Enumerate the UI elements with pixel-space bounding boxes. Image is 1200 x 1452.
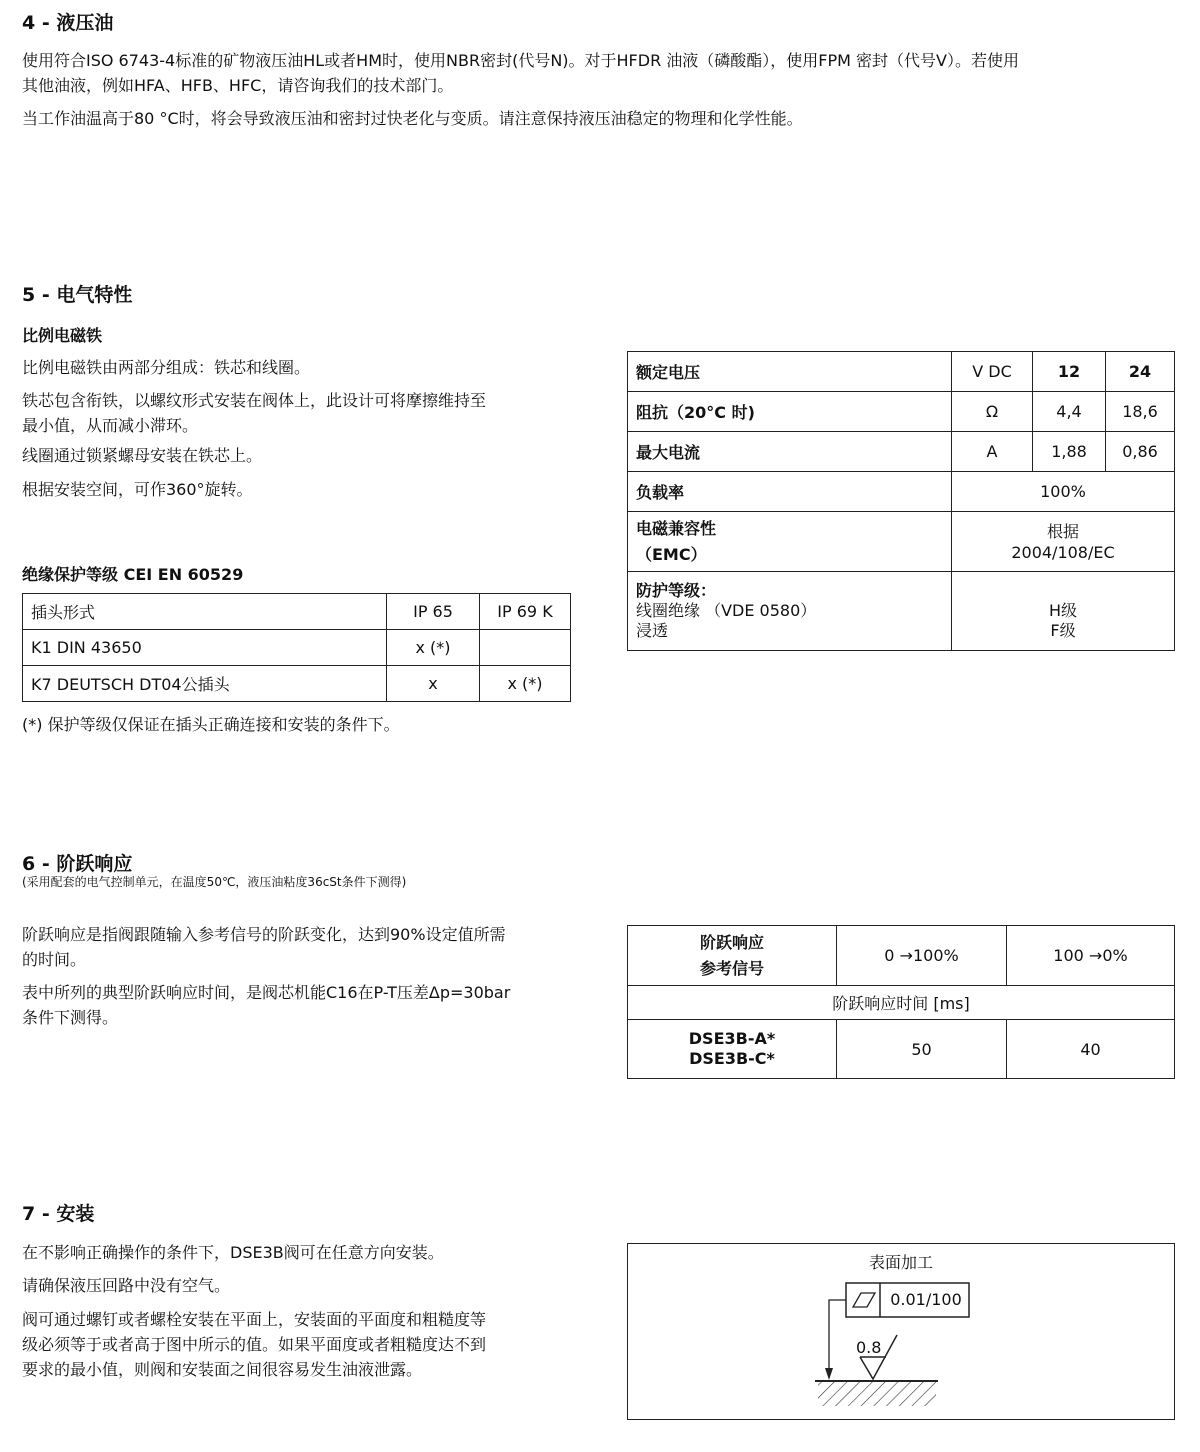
- table-cell: K7 DEUTSCH DT04公插头: [23, 666, 387, 702]
- table-row: [628, 472, 1175, 512]
- section-6-paragraph-2: 表中所列的典型阶跃响应时间，是阀芯机能C16在P-T压差Δp=30bar 条件下测得。: [22, 983, 511, 1027]
- table-cell: 阻抗（20°C 时): [628, 392, 952, 432]
- section-7-paragraph-2: 请确保液压回路中没有空气。: [22, 1276, 231, 1295]
- surface-hatch: [818, 1382, 936, 1406]
- table-cell: 电磁兼容性 （EMC）: [628, 512, 952, 572]
- table-cell: K1 DIN 43650: [23, 630, 387, 666]
- section-5-paragraph-3: 线圈通过锁紧螺母安装在铁芯上。: [22, 446, 263, 465]
- arrow-down-icon: [825, 1368, 833, 1380]
- table-cell: Ω: [952, 392, 1033, 432]
- table-cell: DSE3B-A* DSE3B-C*: [628, 1020, 837, 1079]
- roughness-value: 0.8: [856, 1338, 882, 1357]
- table-row: [628, 986, 1175, 1020]
- table-cell: 0,86: [1106, 432, 1175, 472]
- surface-finish-title: 表面加工: [868, 1253, 933, 1272]
- table-row: [628, 926, 1175, 986]
- table-cell: 插头形式: [23, 594, 387, 630]
- section-4-paragraph-1: 使用符合ISO 6743-4标准的矿物液压油HL或者HM时，使用NBR密封(代号N)。对于HFDR 油液（磷酸酯），使用FPM 密封（代号V）。若使用 其他油液，例如HFA、HFB、HFC，请咨询我们的技术部门。: [22, 51, 1019, 95]
- table-cell: 额定电压: [628, 352, 952, 392]
- table-cell: [480, 630, 571, 666]
- table-cell: IP 69 K: [480, 594, 571, 630]
- table-cell: 100 →0%: [1007, 926, 1175, 986]
- section-5-paragraph-1: 比例电磁铁由两部分组成：铁芯和线圈。: [22, 358, 311, 377]
- table-cell: 0 →100%: [837, 926, 1007, 986]
- table-cell: 50: [837, 1020, 1007, 1079]
- section-5-subtitle: 比例电磁铁: [22, 326, 103, 345]
- section-4-title: 4 - 液压油: [22, 12, 114, 34]
- table-cell: 最大电流: [628, 432, 952, 472]
- section-6-subtitle: (采用配套的电气控制单元，在温度50℃，液压油粘度36cSt条件下测得): [22, 875, 407, 889]
- table-cell: 阶跃响应时间 [ms]: [628, 986, 1175, 1020]
- section-5-paragraph-4: 根据安装空间，可作360°旋转。: [22, 480, 253, 499]
- ip-footnote: (*) 保护等级仅保证在插头正确连接和安装的条件下。: [22, 715, 400, 734]
- table-cell: x (*): [480, 666, 571, 702]
- section-7-paragraph-3: 阀可通过螺钉或者螺栓安装在平面上，安装面的平面度和粗糙度等 级必须等于或者高于图中所示的值。如果平面度或者粗糙度达不到 要求的最小值，则阀和安装面之间很容易发生油液泄露。: [22, 1310, 487, 1379]
- table-row: [23, 666, 571, 702]
- section-4-paragraph-2: 当工作油温高于80 °C时，将会导致液压油和密封过快老化与变质。请注意保持液压油稳定的物理和化学性能。: [22, 109, 803, 128]
- surface-finish-figure: [627, 1243, 1175, 1420]
- table-cell: A: [952, 432, 1033, 472]
- section-7-paragraph-1: 在不影响正确操作的条件下，DSE3B阀可在任意方向安装。: [22, 1243, 444, 1262]
- table-cell: IP 65: [387, 594, 480, 630]
- table-cell: x (*): [387, 630, 480, 666]
- flatness-value: 0.01/100: [890, 1290, 962, 1309]
- electrical-table: [627, 351, 1175, 651]
- flatness-symbol-icon: [853, 1293, 875, 1307]
- table-cell: 40: [1007, 1020, 1175, 1079]
- table-row: [628, 432, 1175, 472]
- surface-finish-drawing: [628, 1244, 1174, 1419]
- table-row: [628, 352, 1175, 392]
- section-6-paragraph-1: 阶跃响应是指阀跟随输入参考信号的阶跃变化，达到90%设定值所需 的时间。: [22, 925, 506, 969]
- section-5-title: 5 - 电气特性: [22, 284, 133, 306]
- table-cell: 12: [1033, 352, 1106, 392]
- table-cell: 1,88: [1033, 432, 1106, 472]
- section-6-title: 6 - 阶跃响应: [22, 853, 133, 875]
- table-cell: 24: [1106, 352, 1175, 392]
- table-row: [23, 594, 571, 630]
- table-cell: 18,6: [1106, 392, 1175, 432]
- table-cell: x: [387, 666, 480, 702]
- table-cell: 100%: [952, 472, 1175, 512]
- section-5-paragraph-2: 铁芯包含衔铁，以螺纹形式安装在阀体上，此设计可将摩擦维持至 最小值，从而减小滞环。: [22, 391, 487, 435]
- table-row: [628, 1020, 1175, 1079]
- table-cell: 阶跃响应 参考信号: [628, 926, 837, 986]
- table-row: [628, 512, 1175, 572]
- table-row: [628, 392, 1175, 432]
- step-response-table: [627, 925, 1175, 1079]
- table-cell: 根据 2004/108/EC: [952, 512, 1175, 572]
- table-cell: H级 F级: [952, 572, 1175, 651]
- table-row: [628, 572, 1175, 651]
- table-cell: 4,4: [1033, 392, 1106, 432]
- table-cell: 防护等级： 线圈绝缘 （VDE 0580） 浸透: [628, 572, 952, 651]
- table-row: [23, 630, 571, 666]
- ip-table-title: 绝缘保护等级 CEI EN 60529: [22, 565, 244, 584]
- table-cell: V DC: [952, 352, 1033, 392]
- section-7-title: 7 - 安装: [22, 1203, 95, 1225]
- ip-protection-table: [22, 593, 571, 702]
- table-cell: 负载率: [628, 472, 952, 512]
